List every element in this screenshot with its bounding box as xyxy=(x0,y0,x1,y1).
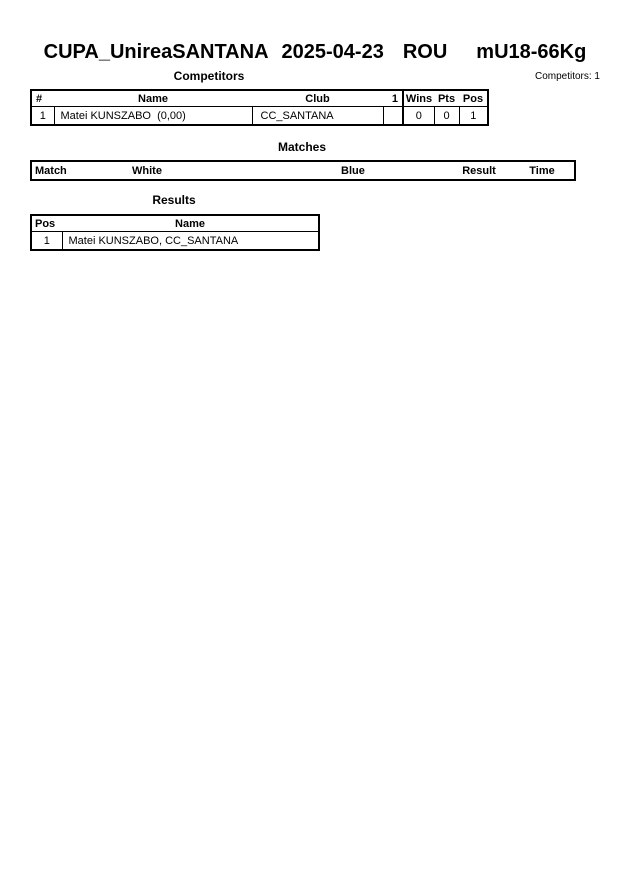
title-event: CUPA_UnireaSANTANA xyxy=(43,41,269,63)
competitor-row xyxy=(31,107,488,126)
competitors-table xyxy=(30,89,489,126)
title-country: ROU xyxy=(402,41,448,63)
results-header-pos: Pos xyxy=(31,215,62,232)
matches-header-blue: Blue xyxy=(341,164,365,177)
page-title xyxy=(0,41,630,63)
matches-header-time: Time xyxy=(529,164,555,177)
results-header-name: Name xyxy=(62,215,319,232)
matches-header-row xyxy=(31,161,575,180)
title-category: mU18-66Kg xyxy=(476,41,587,63)
results-header-row xyxy=(31,215,319,232)
competitors-header-row xyxy=(31,90,488,107)
competitors-header-match1: 1 xyxy=(383,90,403,107)
results-heading: Results xyxy=(152,193,196,207)
matches-header-result: Result xyxy=(462,164,496,177)
competitor-match1 xyxy=(383,107,403,126)
competitors-header-wins: Wins xyxy=(403,90,434,107)
competitor-num: 1 xyxy=(39,109,46,122)
result-pos: 1 xyxy=(43,234,50,247)
competitors-count: Competitors: 1 xyxy=(534,71,600,82)
competitor-name: Matei KUNSZABO (0,00) xyxy=(54,107,252,126)
matches-heading: Matches xyxy=(277,140,327,154)
competitors-header-num: # xyxy=(31,90,54,107)
competitors-header-club: Club xyxy=(252,90,383,107)
competitors-heading: Competitors xyxy=(173,69,245,83)
competitors-header-pos: Pos xyxy=(459,90,488,107)
competitor-pts: 0 xyxy=(434,107,459,126)
title-date: 2025-04-23 xyxy=(281,41,384,63)
matches-table xyxy=(30,160,576,181)
competitors-header-name: Name xyxy=(54,90,252,107)
competitors-header-pts: Pts xyxy=(434,90,459,107)
matches-header-match: Match xyxy=(35,164,67,177)
results-table xyxy=(30,214,320,251)
competitor-club: CC_SANTANA xyxy=(252,107,383,126)
matches-header-white: White xyxy=(132,164,162,177)
competitor-wins: 0 xyxy=(403,107,434,126)
result-row xyxy=(31,232,319,251)
competitor-pos: 1 xyxy=(459,107,488,126)
result-name: Matei KUNSZABO, CC_SANTANA xyxy=(62,232,319,251)
